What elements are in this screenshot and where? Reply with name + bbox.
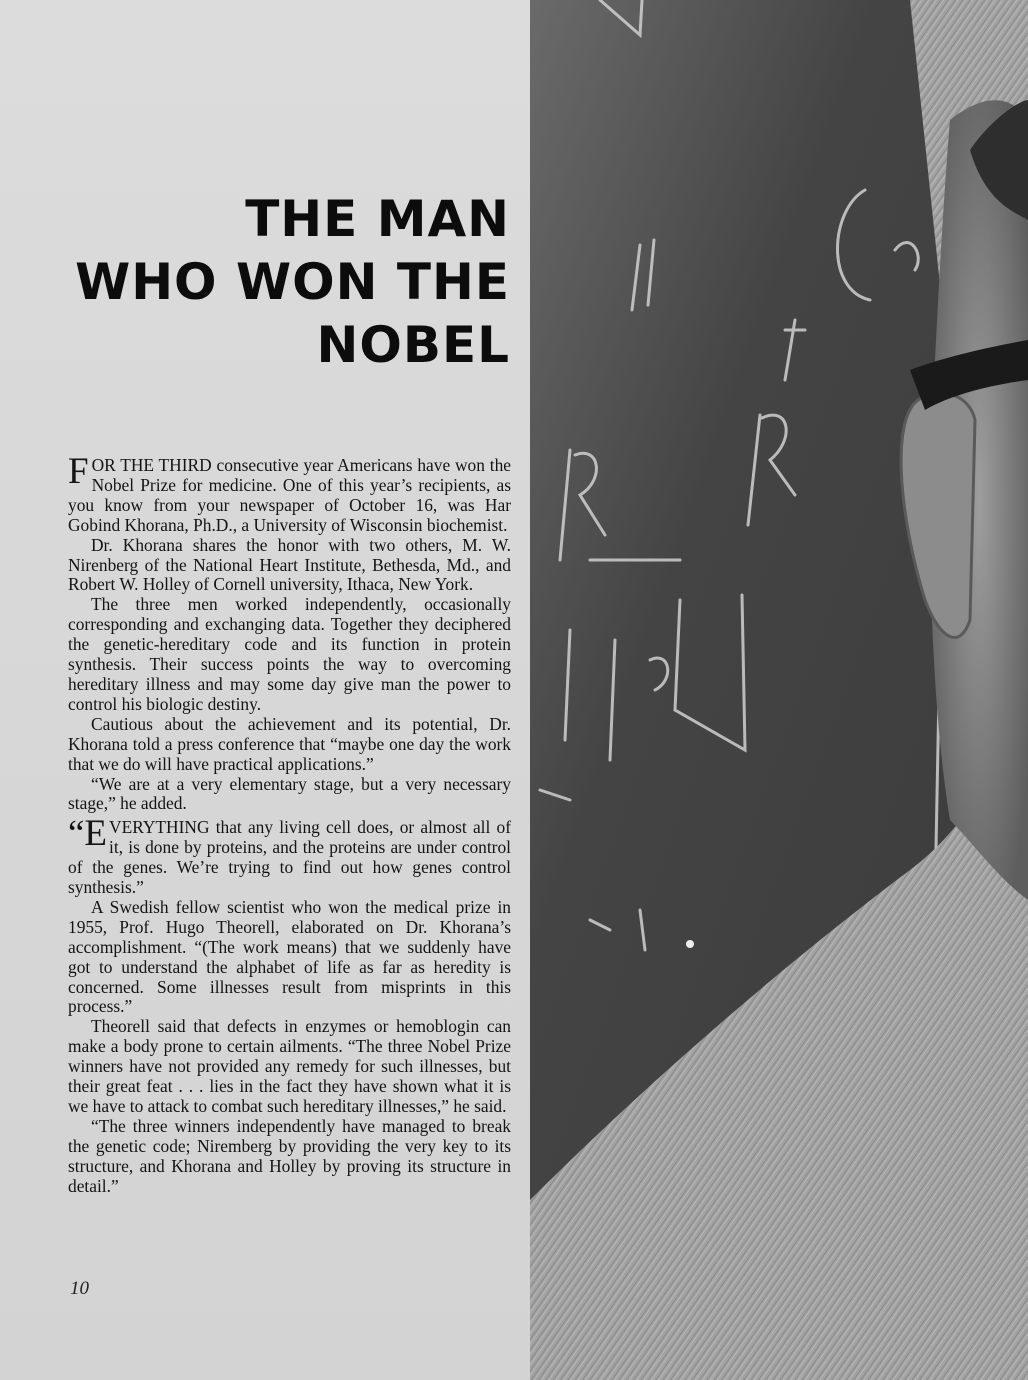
paragraph: Dr. Khorana shares the honor with two others, M. W. Nirenberg of the National Heart Institute, Bethesda, Md., and Robert W. Holley of Cornell university, Ithaca, New York. xyxy=(68,534,511,595)
paragraph: “The three winners independently have managed to break the genetic code; Niremberg by providing the very key to its structure, and Khorana and Holley by proving its structure in detail.” xyxy=(68,1115,511,1196)
page-number: 10 xyxy=(70,1278,89,1299)
jacket-button xyxy=(686,940,694,948)
headline-line-1: THE MAN xyxy=(245,190,510,248)
paragraph: “EVERYTHING that any living cell does, or almost all of it, is done by proteins, and the proteins are under control of the genes. We’re trying to find out how genes control synthesis.” xyxy=(68,813,511,898)
drop-cap: F xyxy=(68,451,89,492)
portrait-photo xyxy=(530,0,1028,1380)
paragraph: A Swedish fellow scientist who won the medical prize in 1955, Prof. Hugo Theorell, elaborated on Dr. Khorana’s accomplishment. “(The work means) that we suddenly have got to understand the alphabet of life as far as heredity is concerned. Some illnesses result from misprints in this process.” xyxy=(68,896,511,1017)
paragraph: FOR THE THIRD consecutive year Americans have won the Nobel Prize for medicine. One of this year’s recipients, as you know from your newspaper of October 16, was Har Gobind Khorana, Ph.D., a University of Wisconsin biochemist. xyxy=(68,451,511,535)
article-body xyxy=(68,451,511,1197)
headline-line-3: NOBEL xyxy=(316,316,510,374)
drop-cap: “E xyxy=(68,813,108,855)
page-title xyxy=(75,188,510,377)
paragraph: The three men worked independently, occasionally corresponding and exchanging data. Together they deciphered the genetic-hereditary code and its function in protein synthesis. Their success points the way to overcoming hereditary illness and may some day give man the power to control his biologic destiny. xyxy=(68,594,511,714)
paragraph: “We are at a very elementary stage, but a very necessary stage,” he added. xyxy=(68,773,511,814)
headline-line-2: WHO WON THE xyxy=(75,253,510,311)
paragraph: Cautious about the achievement and its potential, Dr. Khorana told a press conference that “maybe one day the work that we do will have practical applications.” xyxy=(68,713,511,774)
paragraph: Theorell said that defects in enzymes or hemoblogin can make a body prone to certain ailments. “The three Nobel Prize winners have not provided any remedy for such illnesses, but their great feat . . . lies in the fact they have shown what it is we have to attack to combat such hereditary illnesses,” he said. xyxy=(68,1016,511,1116)
